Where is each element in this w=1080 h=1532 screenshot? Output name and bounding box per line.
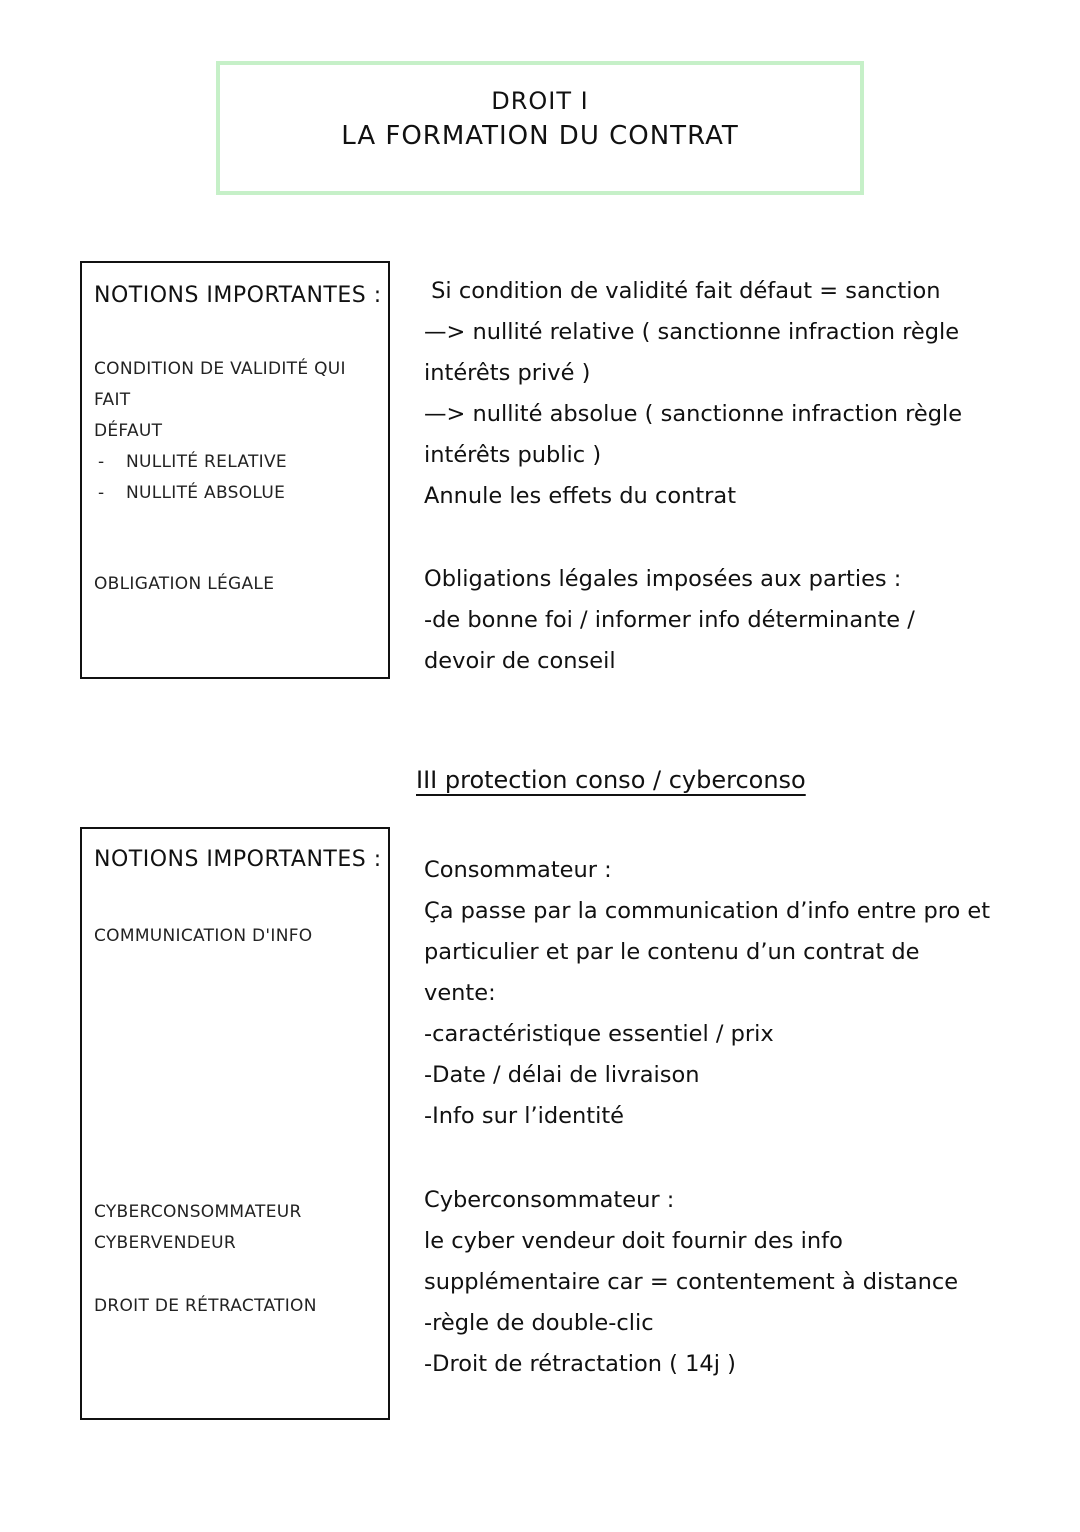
label-cyber <box>94 1197 384 1259</box>
section-heading-protection: III protection conso / cyberconso <box>416 766 806 794</box>
note-line: supplémentaire car = contentement à distance <box>424 1269 959 1295</box>
label-obligation-legale: OBLIGATION LÉGALE <box>94 574 275 594</box>
note-line: Obligations légales imposées aux parties : <box>424 566 902 592</box>
notions-box-1 <box>80 261 390 679</box>
notes-cyberconsommateur <box>424 1180 958 1385</box>
note-line: le cyber vendeur doit fournir des info <box>424 1228 843 1254</box>
page-title-line2: LA FORMATION DU CONTRAT <box>341 121 739 151</box>
note-line: intérêts privé ) <box>424 360 591 386</box>
note-line: particulier et par le contenu d’un contrat de <box>424 939 920 965</box>
label-cyberconsommateur: CYBERCONSOMMATEUR <box>94 1202 302 1222</box>
note-line: -Date / délai de livraison <box>424 1062 700 1088</box>
list-item: - NULLITÉ RELATIVE <box>94 447 384 478</box>
note-line: -caractéristique essentiel / prix <box>424 1021 774 1047</box>
note-line: -Droit de rétractation ( 14j ) <box>424 1351 736 1377</box>
note-line: Consommateur : <box>424 857 612 883</box>
note-line: intérêts public ) <box>424 442 602 468</box>
notions-box-2 <box>80 827 390 1420</box>
title-box <box>216 61 864 195</box>
note-line: Ça passe par la communication d’info entre pro et <box>424 898 991 924</box>
notes-consommateur <box>424 850 990 1137</box>
note-line: -règle de double-clic <box>424 1310 654 1336</box>
note-line: vente: <box>424 980 496 1006</box>
note-line: -Info sur l’identité <box>424 1103 625 1129</box>
label-cybervendeur: CYBERVENDEUR <box>94 1233 237 1253</box>
label-condition-line1: CONDITION DE VALIDITÉ QUI FAIT <box>94 359 346 410</box>
label-condition-validite <box>94 354 384 509</box>
nullite-list <box>94 447 384 509</box>
page-title-line1: DROIT I <box>491 87 589 115</box>
note-line: -de bonne foi / informer info déterminante / <box>424 607 915 633</box>
label-condition-line2: DÉFAUT <box>94 421 163 441</box>
notions-heading-1: NOTIONS IMPORTANTES : <box>94 283 382 308</box>
note-line: —> nullité absolue ( sanctionne infraction règle <box>424 401 963 427</box>
note-line: Si condition de validité fait défaut = sanction <box>424 278 941 304</box>
note-line: Annule les effets du contrat <box>424 483 737 509</box>
note-line: Cyberconsommateur : <box>424 1187 675 1213</box>
note-line: —> nullité relative ( sanctionne infraction règle <box>424 319 960 345</box>
notions-heading-2: NOTIONS IMPORTANTES : <box>94 847 382 872</box>
notes-validite <box>424 271 962 517</box>
label-droit-retractation: DROIT DE RÉTRACTATION <box>94 1296 317 1316</box>
note-line: devoir de conseil <box>424 648 616 674</box>
list-item: - NULLITÉ ABSOLUE <box>94 478 384 509</box>
label-communication-info: COMMUNICATION D'INFO <box>94 926 313 946</box>
notes-obligations <box>424 559 915 682</box>
